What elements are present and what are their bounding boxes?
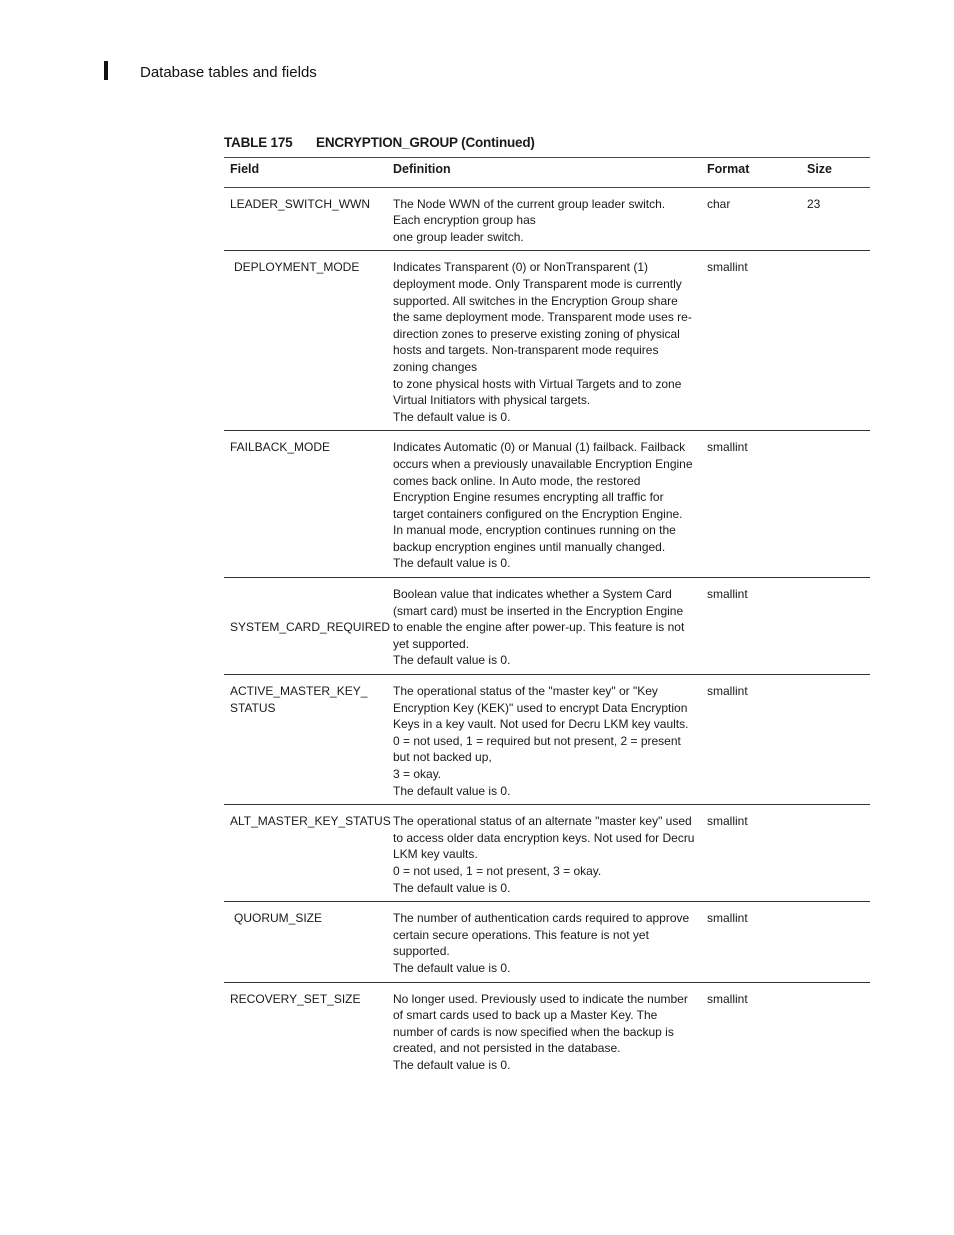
table-caption <box>224 135 535 150</box>
format-cell: smallint <box>707 911 748 926</box>
format-cell: smallint <box>707 260 748 275</box>
definition-text: Boolean value that indicates whether a System Card (smart card) must be inserted in the Encryption Engine to enable the engine after power-up. This feature is not yet supported. <box>393 587 685 651</box>
definition-text: No longer used. Previously used to indicate the number of smart cards used to back up a Master Key. The number of cards is now specified when the backup is created, and not persisted in the database. <box>393 991 688 1056</box>
table-row <box>224 187 870 251</box>
size-cell <box>801 251 870 431</box>
definition-text: Indicates Transparent (0) or NonTransparent (1) deployment mode. Only Transparent mode is currently supported. All switches in the Encryption Group share the same deployment mode. Transparent mode uses re-direction zones to preserve existing zoning of physical hosts and targets. Non-transparent mode requires zoning changes <box>393 260 692 374</box>
definition-text: to zone physical hosts with Virtual Targets and to zone Virtual Initiators with physical targets. <box>393 376 682 408</box>
size-cell <box>801 902 870 982</box>
table-row <box>224 982 870 1078</box>
definition-text: Indicates Automatic (0) or Manual (1) failback. Failback occurs when a previously unavailable Encryption Engine comes back online. In Auto mode, the restored Encryption Engine resumes encrypting all traffic for target containers configured on the Encryption Engine. In manual mode, encryption continues running on the backup encryption engines until manually changed. <box>393 440 693 554</box>
definition-cell <box>387 431 701 578</box>
table-row <box>224 251 870 431</box>
definition-text: one group leader switch. <box>393 229 524 244</box>
table-name: ENCRYPTION_GROUP (Continued) <box>316 135 535 150</box>
field-cell <box>224 675 387 805</box>
definition-cell <box>387 902 701 982</box>
field-cell: ALT_MASTER_KEY_STATUS <box>230 814 391 829</box>
default-value-text: The default value is 0. <box>393 960 511 975</box>
size-cell <box>801 982 870 1078</box>
format-cell: smallint <box>707 440 748 455</box>
definition-text: The operational status of the "master key" or "Key Encryption Key (KEK)" used to encrypt Data Encryption Keys in a key vault. Not used for Decru LKM key vaults. 0 = not used, 1 = required but not present, 2 = present but not backed up, <box>393 684 689 765</box>
field-name-text: ACTIVE_MASTER_KEY_ STATUS <box>230 684 368 715</box>
definition-text: The Node WWN of the current group leader switch. Each encryption group has <box>393 196 666 228</box>
field-cell: SYSTEM_CARD_REQUIRED <box>230 620 391 635</box>
definition-text: The operational status of an alternate "master key" used to access older data encryption keys. Not used for Decru LKM key vaults. <box>393 814 695 862</box>
field-cell: LEADER_SWITCH_WWN <box>230 196 371 211</box>
table-row <box>224 431 870 578</box>
size-cell: 23 <box>807 196 821 211</box>
chapter-marker-bar <box>104 61 108 80</box>
default-value-text: The default value is 0. <box>393 409 511 424</box>
table-container <box>224 157 870 1079</box>
format-cell: smallint <box>707 684 748 699</box>
field-cell: DEPLOYMENT_MODE <box>234 260 360 275</box>
table-row <box>224 902 870 982</box>
definition-text: The number of authentication cards required to approve certain secure operations. This feature is not yet supported. <box>393 911 690 959</box>
default-value-text: The default value is 0. <box>393 653 511 668</box>
definition-cell <box>387 675 701 805</box>
size-cell <box>801 805 870 902</box>
size-cell <box>801 578 870 675</box>
default-value-text: The default value is 0. <box>393 783 511 798</box>
definition-text: 3 = okay. <box>393 767 442 781</box>
column-header-definition: Definition <box>393 162 451 176</box>
field-cell: QUORUM_SIZE <box>234 911 323 926</box>
default-value-text: The default value is 0. <box>393 1057 511 1072</box>
page-header-title: Database tables and fields <box>140 64 317 81</box>
table-row <box>224 578 870 675</box>
definition-cell <box>387 982 701 1078</box>
table-header-row <box>224 158 870 188</box>
format-cell: smallint <box>707 587 748 602</box>
column-header-field: Field <box>230 162 260 176</box>
encryption-group-table <box>224 157 870 1079</box>
definition-text: 0 = not used, 1 = not present, 3 = okay. <box>393 863 602 878</box>
format-cell: smallint <box>707 814 748 829</box>
format-cell: char <box>707 196 731 211</box>
column-header-size: Size <box>807 162 833 176</box>
definition-cell <box>387 578 701 675</box>
definition-cell <box>387 805 701 902</box>
table-number: TABLE 175 <box>224 135 293 150</box>
definition-cell <box>387 187 701 251</box>
field-cell: FAILBACK_MODE <box>230 440 331 455</box>
column-header-format: Format <box>707 162 750 176</box>
table-row <box>224 805 870 902</box>
field-cell: RECOVERY_SET_SIZE <box>230 991 361 1006</box>
definition-cell <box>387 251 701 431</box>
default-value-text: The default value is 0. <box>393 880 511 895</box>
size-cell <box>801 675 870 805</box>
default-value-text: The default value is 0. <box>393 556 511 571</box>
table-row <box>224 675 870 805</box>
format-cell: smallint <box>707 991 748 1006</box>
size-cell <box>801 431 870 578</box>
